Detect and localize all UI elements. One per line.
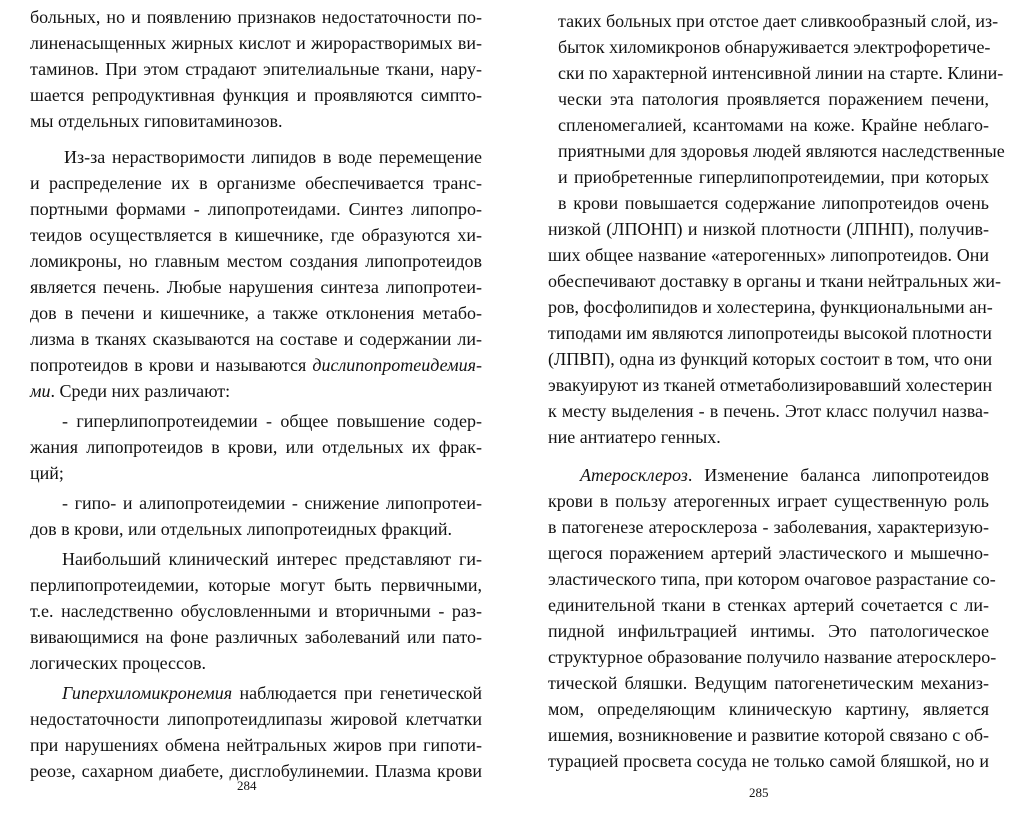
text-line: крови в пользу атерогенных играет существенную роль xyxy=(548,491,989,511)
text-span: . Изменение баланса липопротеидов xyxy=(687,465,989,485)
text-line: мом, определяющим клиническую картину, является xyxy=(548,699,989,719)
text-line: типодами им являются липопротеиды высокой плотности xyxy=(548,323,992,343)
list-item: - гипо- и алипопротеидемии - снижение липопротеи- xyxy=(62,493,482,513)
text-line: теидов осуществляется в кишечнике, где образуются хи- xyxy=(30,225,482,245)
text-line: ломикроны, но главным местом создания липопротеидов xyxy=(30,251,482,271)
text-line: приятными для здоровья людей являются наследственные xyxy=(558,141,1005,161)
text-line: при нарушениях обмена нейтральных жиров при гипоти- xyxy=(30,735,482,755)
text-line: ших общее название «атерогенных» липопротеидов. Они xyxy=(548,245,989,265)
text-line: ишемия, возникновение и развитие которой связано с об- xyxy=(548,725,989,745)
italic-term: дислипопротеидемия- xyxy=(312,355,482,375)
text-line: логических процессов. xyxy=(30,653,207,673)
text-line: ций; xyxy=(30,463,64,483)
text-line: тической бляшки. Ведущим патогенетическим механиз- xyxy=(548,673,989,693)
text-line: ски по характерной интенсивной линии на старте. Клини- xyxy=(558,63,1004,83)
text-line: шается репродуктивная функция и проявляются симпто- xyxy=(30,85,482,105)
text-line: в патогенезе атеросклероза - заболевания, характеризую- xyxy=(548,517,989,537)
text-line: щегося поражением артерий эластического и мышечно- xyxy=(548,543,989,563)
text-line: обеспечивают доставку в органы и ткани нейтральных жи- xyxy=(548,271,1001,291)
italic-term: ми xyxy=(30,381,51,401)
text-line: пидной инфильтрацией интимы. Это патологическое xyxy=(548,621,989,641)
text-span: попротеидов в крови и называются xyxy=(30,355,313,375)
text-line: дов в печени и кишечнике, а также отклонения метабо- xyxy=(30,303,482,323)
page-number: 284 xyxy=(237,778,257,793)
right-page xyxy=(548,0,1005,774)
left-page xyxy=(30,0,482,784)
text-line: т.е. наследственно обусловленными и вторичными - раз- xyxy=(30,601,482,621)
text-line: жания липопротеидов в крови, или отдельных их фрак- xyxy=(30,437,482,457)
italic-term: Гиперхиломикронемия xyxy=(62,683,233,703)
text-line: эвакуируют из тканей отметаболизировавший холестерин xyxy=(548,375,993,395)
text-line: в крови повышается содержание липопротеидов очень xyxy=(558,193,989,213)
text-line: перлипопротеидемии, которые могут быть первичными, xyxy=(30,575,482,595)
text-line: низкой (ЛПОНП) и низкой плотности (ЛПНП), получив- xyxy=(548,219,989,239)
text-line: портными формами - липопротеидами. Синтез липопро- xyxy=(30,199,482,219)
text-line: и приобретенные гиперлипопротеидемии, при которых xyxy=(558,167,989,187)
text-line xyxy=(548,462,989,488)
text-line: ние антиатеро генных. xyxy=(548,427,721,447)
text-line: линенасыщенных жирных кислот и жирорастворимых ви- xyxy=(30,33,482,53)
list-item: - гиперлипопротеидемии - общее повышение содер- xyxy=(62,411,482,431)
text-line xyxy=(30,378,482,404)
text-line: недостаточности липопротеидлипазы жировой клетчатки xyxy=(30,709,482,729)
text-line: ров, фосфолипидов и холестерина, функциональными ан- xyxy=(548,297,993,317)
text-line: вивающимися на фоне различных заболеваний или пато- xyxy=(30,627,482,647)
text-line xyxy=(30,352,482,378)
text-line: единительной ткани в стенках артерий сочетается с ли- xyxy=(548,595,989,615)
text-line xyxy=(30,680,482,706)
text-line: турацией просвета сосуда не только самой бляшкой, но и xyxy=(548,751,989,771)
text-line: Наибольший клинический интерес представляют ги- xyxy=(62,549,482,569)
text-line: и распределение их в организме обеспечивается транс- xyxy=(30,173,482,193)
text-line: является печень. Любые нарушения синтеза липопротеи- xyxy=(30,277,482,297)
text-line: структурное образование получило название атеросклеро- xyxy=(548,647,997,667)
text-span: . Среди них различают: xyxy=(50,381,231,401)
text-line: эластического типа, при котором очаговое разрастание со- xyxy=(548,569,996,589)
italic-term: Атеросклероз xyxy=(580,465,688,485)
text-line: лизма в тканях сказываются на составе и содержании ли- xyxy=(30,329,482,349)
text-span: наблюдается при генетической xyxy=(232,683,482,703)
text-line: мы отдельных гиповитаминозов. xyxy=(30,111,283,131)
text-line: чески эта патология проявляется поражением печени, xyxy=(558,89,989,109)
text-line: таких больных при отстое дает сливкообразный слой, из- xyxy=(558,11,999,31)
text-line: Из-за нерастворимости липидов в воде перемещение xyxy=(64,147,482,167)
text-line: таминов. При этом страдают эпителиальные ткани, нару- xyxy=(30,59,482,79)
text-line: быток хиломикронов обнаруживается электрофоретиче- xyxy=(558,37,991,57)
text-line: больных, но и появлению признаков недостаточности по- xyxy=(30,7,482,27)
text-line: реозе, сахарном диабете, дисглобулинемии. Плазма крови xyxy=(30,761,482,781)
page-number: 285 xyxy=(749,785,769,800)
text-line: к месту выделения - в печень. Этот класс получил назва- xyxy=(548,401,989,421)
text-line: (ЛПВП), одна из функций которых состоит в том, что они xyxy=(548,349,993,369)
text-line: дов в крови, или отдельных липопротеидных фракций. xyxy=(30,519,453,539)
text-line: спленомегалией, ксантомами на коже. Крайне неблаго- xyxy=(558,115,989,135)
